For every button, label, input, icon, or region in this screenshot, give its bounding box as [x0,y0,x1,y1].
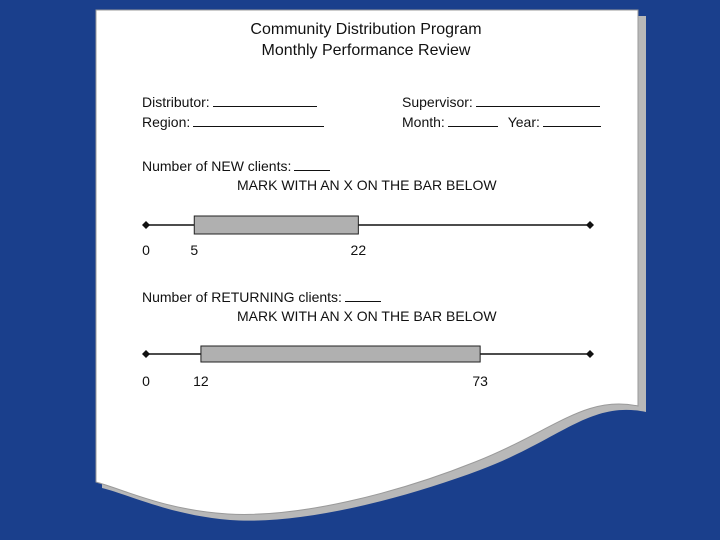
region-label: Region: [142,114,191,130]
new-instruction: MARK WITH AN X ON THE BAR BELOW [237,177,497,193]
scale-start-diamond [142,350,150,358]
range-high-label: 73 [472,373,488,389]
form-title-line2: Monthly Performance Review [261,42,471,59]
range-high-label: 22 [350,242,367,258]
range-low-label: 5 [190,242,199,258]
scale-end-diamond [586,350,594,358]
year-label: Year: [507,114,540,130]
returning-instruction: MARK WITH AN X ON THE BAR BELOW [237,308,497,324]
returning-clients-label: Number of RETURNING clients: [142,289,342,305]
returning-clients-range-bar[interactable] [201,346,480,362]
month-label: Month: [402,114,445,130]
supervisor-label: Supervisor: [402,94,473,110]
scale-min-label: 0 [142,373,150,389]
distributor-label: Distributor: [142,94,210,110]
form-title-line1: Community Distribution Program [250,21,482,38]
new-clients-label: Number of NEW clients: [142,158,292,174]
scale-min-label: 0 [142,242,150,258]
range-low-label: 12 [193,373,209,389]
